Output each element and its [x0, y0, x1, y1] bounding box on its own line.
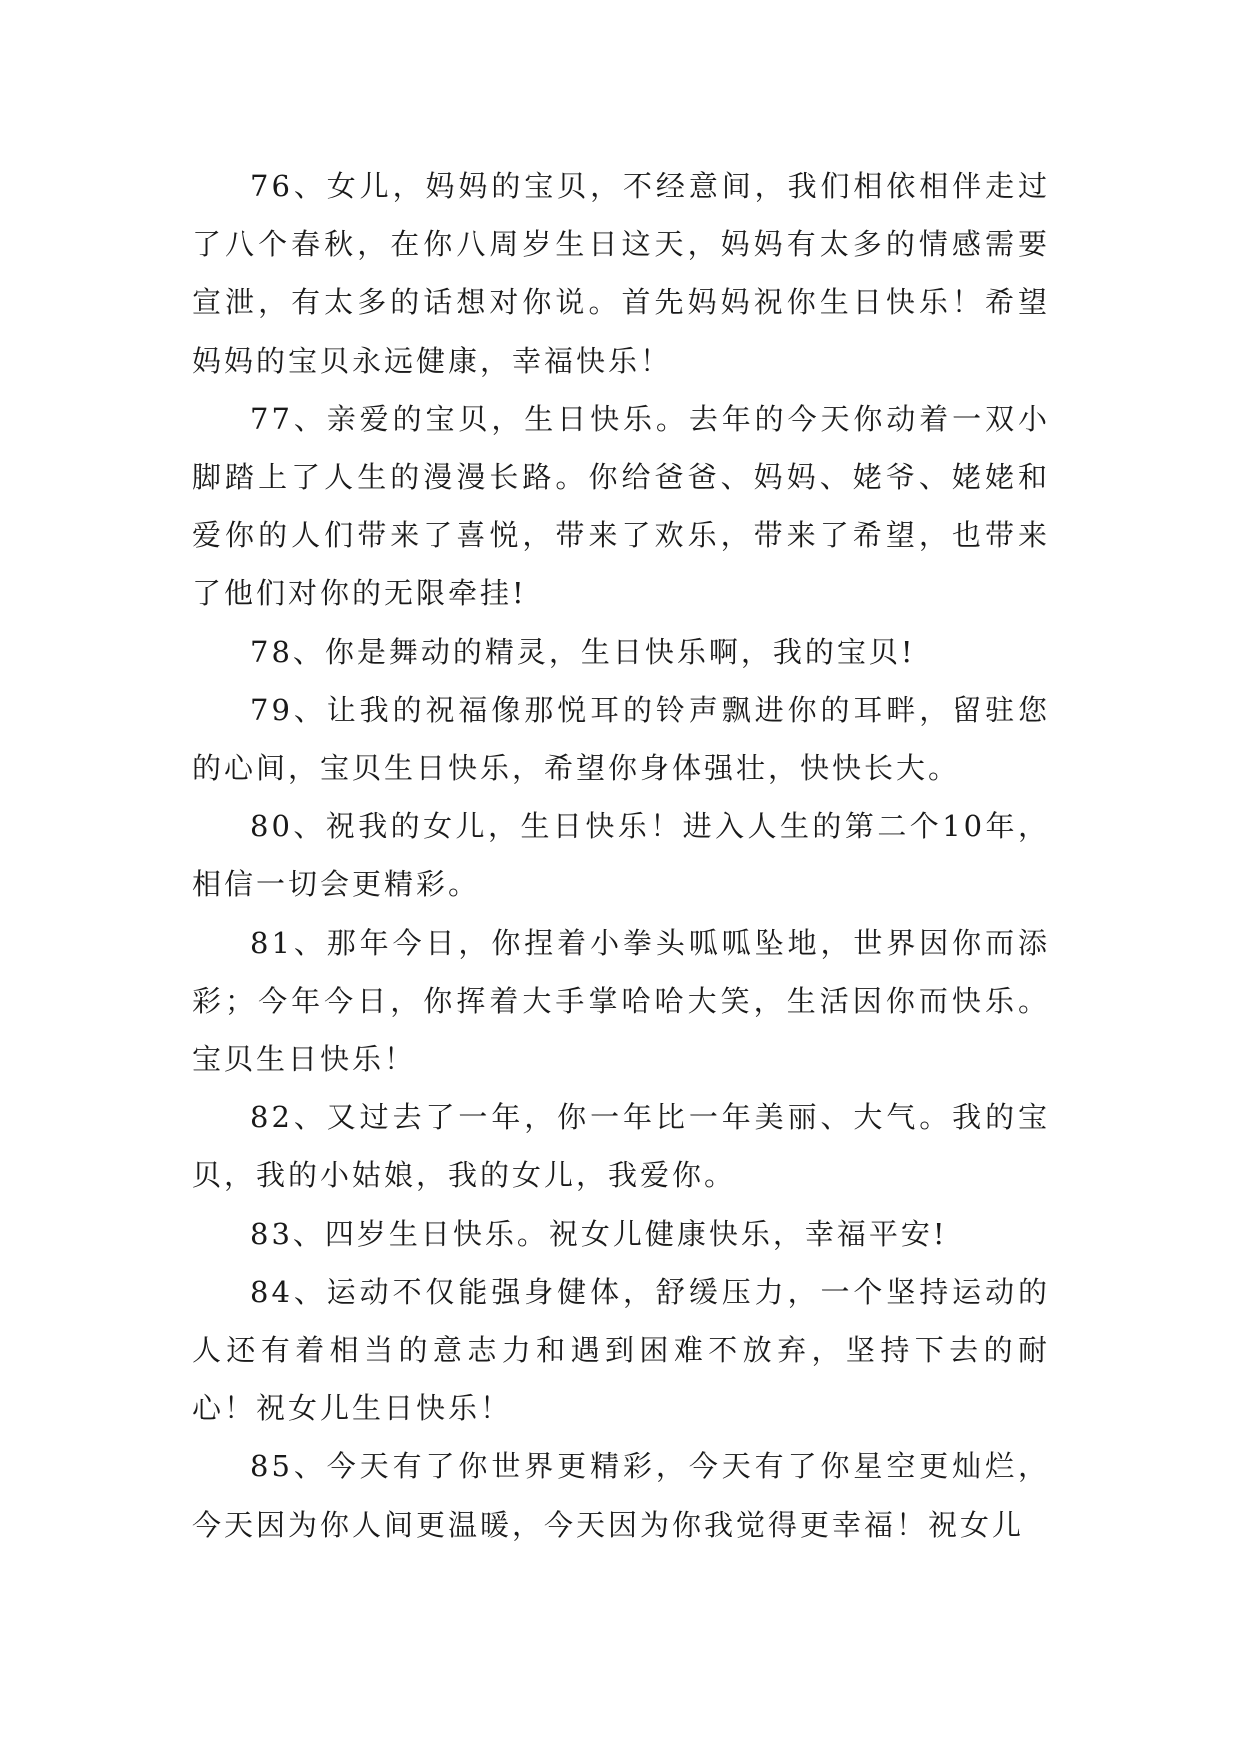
paragraph-80: 80、祝我的女儿，生日快乐！进入人生的第二个10年，相信一切会更精彩。 — [192, 809, 1050, 902]
paragraph-84: 84、运动不仅能强身健体，舒缓压力，一个坚持运动的人还有着相当的意志力和遇到困难不放弃，坚持下去的耐心！祝女儿生日快乐！ — [192, 1274, 1050, 1426]
paragraph-83: 83、四岁生日快乐。祝女儿健康快乐，幸福平安! — [250, 1216, 948, 1251]
document-body — [192, 157, 1050, 1554]
paragraph-82: 82、又过去了一年，你一年比一年美丽、大气。我的宝贝，我的小姑娘，我的女儿，我爱你。 — [192, 1100, 1050, 1193]
paragraph-76: 76、女儿，妈妈的宝贝，不经意间，我们相依相伴走过了八个春秋，在你八周岁生日这天，妈妈有太多的情感需要宣泄，有太多的话想对你说。首先妈妈祝你生日快乐！希望妈妈的宝贝永远健康，幸福快乐！ — [192, 169, 1050, 378]
paragraph-78: 78、你是舞动的精灵，生日快乐啊，我的宝贝! — [250, 634, 916, 669]
paragraph-77: 77、亲爱的宝贝，生日快乐。去年的今天你动着一双小脚踏上了人生的漫漫长路。你给爸爸、妈妈、姥爷、姥姥和爱你的人们带来了喜悦，带来了欢乐，带来了希望，也带来了他们对你的无限牵挂! — [192, 401, 1050, 611]
paragraph-79: 79、让我的祝福像那悦耳的铃声飘进你的耳畔，留驻您的心间，宝贝生日快乐，希望你身体强壮，快快长大。 — [192, 692, 1050, 786]
paragraph-81: 81、那年今日，你捏着小拳头呱呱坠地，世界因你而添彩；今年今日，你挥着大手掌哈哈大笑，生活因你而快乐。宝贝生日快乐！ — [192, 925, 1050, 1077]
paragraph-85: 85、今天有了你世界更精彩，今天有了你星空更灿烂，今天因为你人间更温暖，今天因为你我觉得更幸福！祝女儿 — [192, 1449, 1050, 1542]
